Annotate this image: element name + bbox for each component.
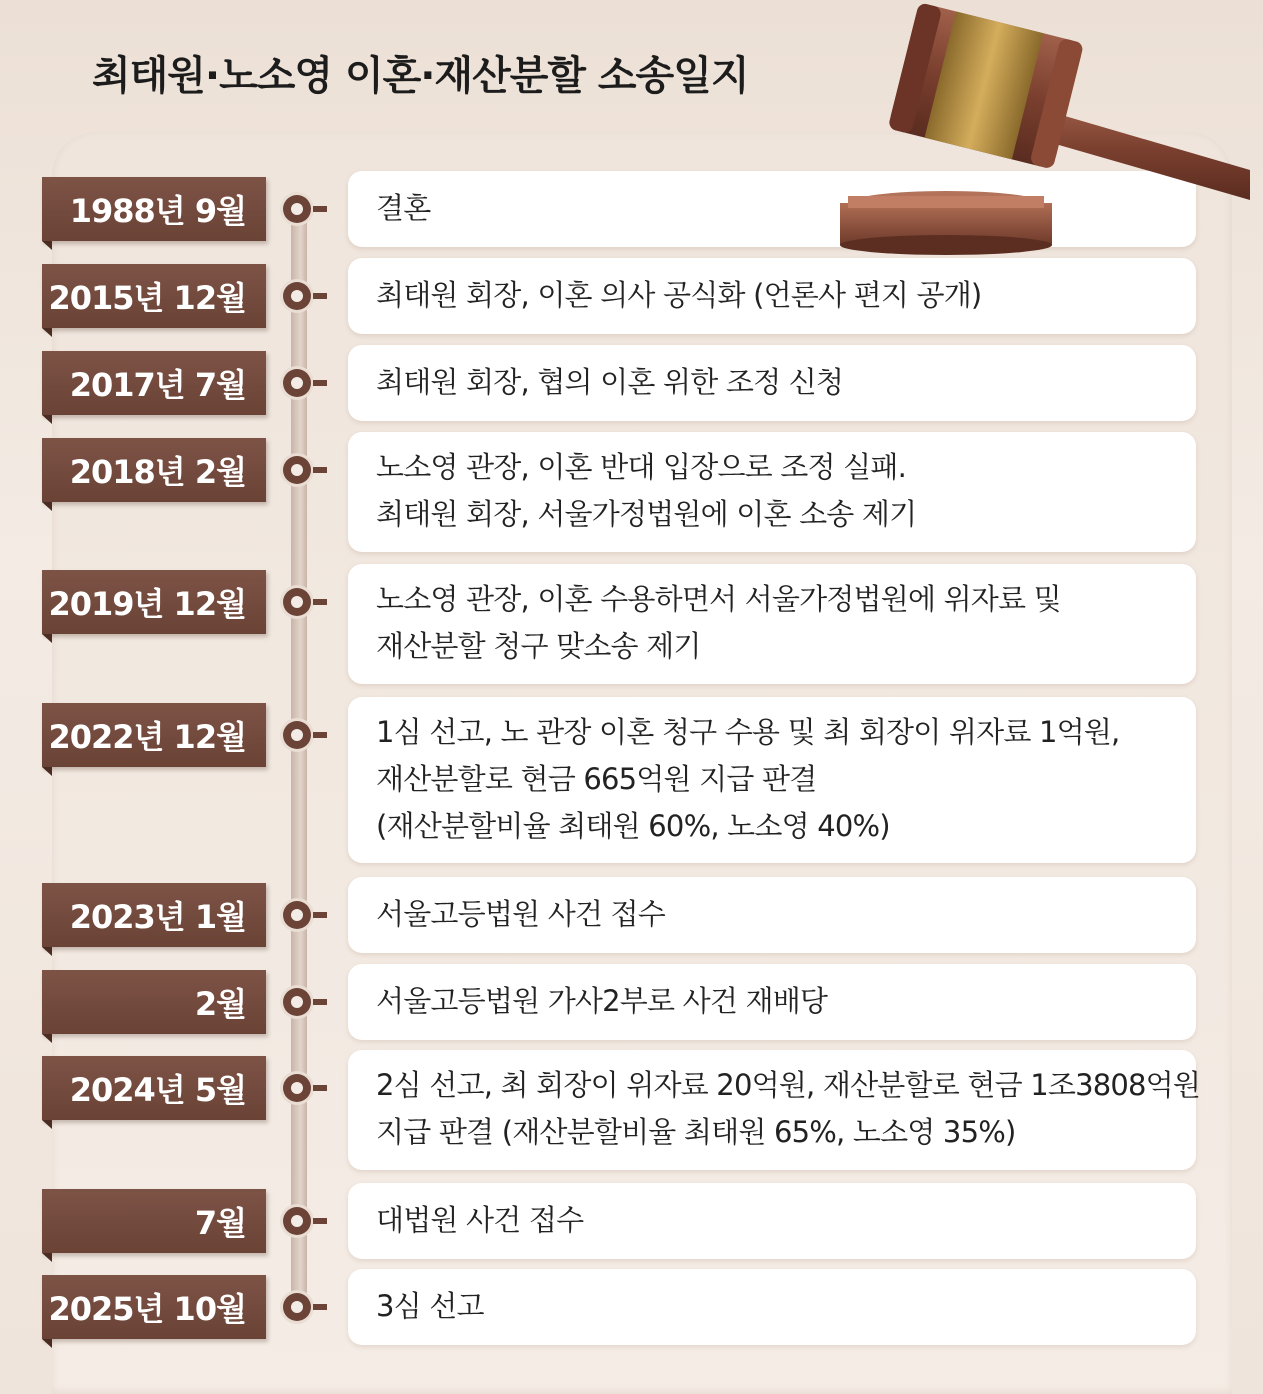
event-card — [348, 697, 1196, 863]
event-text: 최태원 회장, 서울가정법원에 이혼 소송 제기 — [376, 497, 917, 531]
event-card — [348, 1269, 1196, 1345]
event-card — [348, 877, 1196, 953]
timeline-dot-icon — [283, 721, 311, 749]
event-text: (재산분할비율 최태원 60%, 노소영 40%) — [376, 809, 890, 843]
event-date: 7월 — [42, 1189, 266, 1253]
event-text: 최태원 회장, 이혼 의사 공식화 (언론사 편지 공개) — [376, 278, 982, 312]
event-text: 대법원 사건 접수 — [376, 1203, 584, 1237]
event-card — [348, 345, 1196, 421]
event-text: 지급 판결 (재산분할비율 최태원 65%, 노소영 35%) — [376, 1115, 1016, 1149]
timeline-dot-icon — [283, 1074, 311, 1102]
event-text: 노소영 관장, 이혼 수용하면서 서울가정법원에 위자료 및 — [376, 582, 1061, 616]
event-text: 1심 선고, 노 관장 이혼 청구 수용 및 최 회장이 위자료 1억원, — [376, 715, 1120, 749]
event-text: 노소영 관장, 이혼 반대 입장으로 조정 실패. — [376, 450, 906, 484]
event-text: 서울고등법원 사건 접수 — [376, 897, 665, 931]
timeline-dot-icon — [283, 1207, 311, 1235]
timeline-dot-icon — [283, 1293, 311, 1321]
timeline-dot-icon — [283, 369, 311, 397]
event-date: 2월 — [42, 970, 266, 1034]
timeline-dot-icon — [283, 988, 311, 1016]
timeline-dot-icon — [283, 282, 311, 310]
event-text: 최태원 회장, 협의 이혼 위한 조정 신청 — [376, 365, 844, 399]
page-title: 최태원·노소영 이혼·재산분할 소송일지 — [92, 53, 749, 99]
event-date: 1988년 9월 — [42, 177, 266, 241]
event-text: 결혼 — [376, 191, 431, 225]
event-date: 2025년 10월 — [42, 1275, 266, 1339]
event-card — [348, 432, 1196, 552]
event-date: 2017년 7월 — [42, 351, 266, 415]
event-text: 2심 선고, 최 회장이 위자료 20억원, 재산분할로 현금 1조3808억원 — [376, 1068, 1201, 1102]
event-card — [348, 564, 1196, 684]
event-date: 2015년 12월 — [42, 264, 266, 328]
event-date: 2022년 12월 — [42, 703, 266, 767]
event-text: 재산분할로 현금 665억원 지급 판결 — [376, 762, 817, 796]
gavel-icon — [0, 0, 1263, 270]
event-date: 2023년 1월 — [42, 883, 266, 947]
event-card — [348, 1050, 1201, 1170]
event-text: 재산분할 청구 맞소송 제기 — [376, 629, 701, 663]
event-card — [348, 1183, 1196, 1259]
event-text: 서울고등법원 가사2부로 사건 재배당 — [376, 984, 828, 1018]
event-date: 2024년 5월 — [42, 1056, 266, 1120]
event-card — [348, 964, 1196, 1040]
timeline-dot-icon — [283, 456, 311, 484]
event-text: 3심 선고 — [376, 1289, 484, 1323]
event-date: 2019년 12월 — [42, 570, 266, 634]
timeline-dot-icon — [283, 901, 311, 929]
event-date: 2018년 2월 — [42, 438, 266, 502]
timeline-dot-icon — [283, 588, 311, 616]
